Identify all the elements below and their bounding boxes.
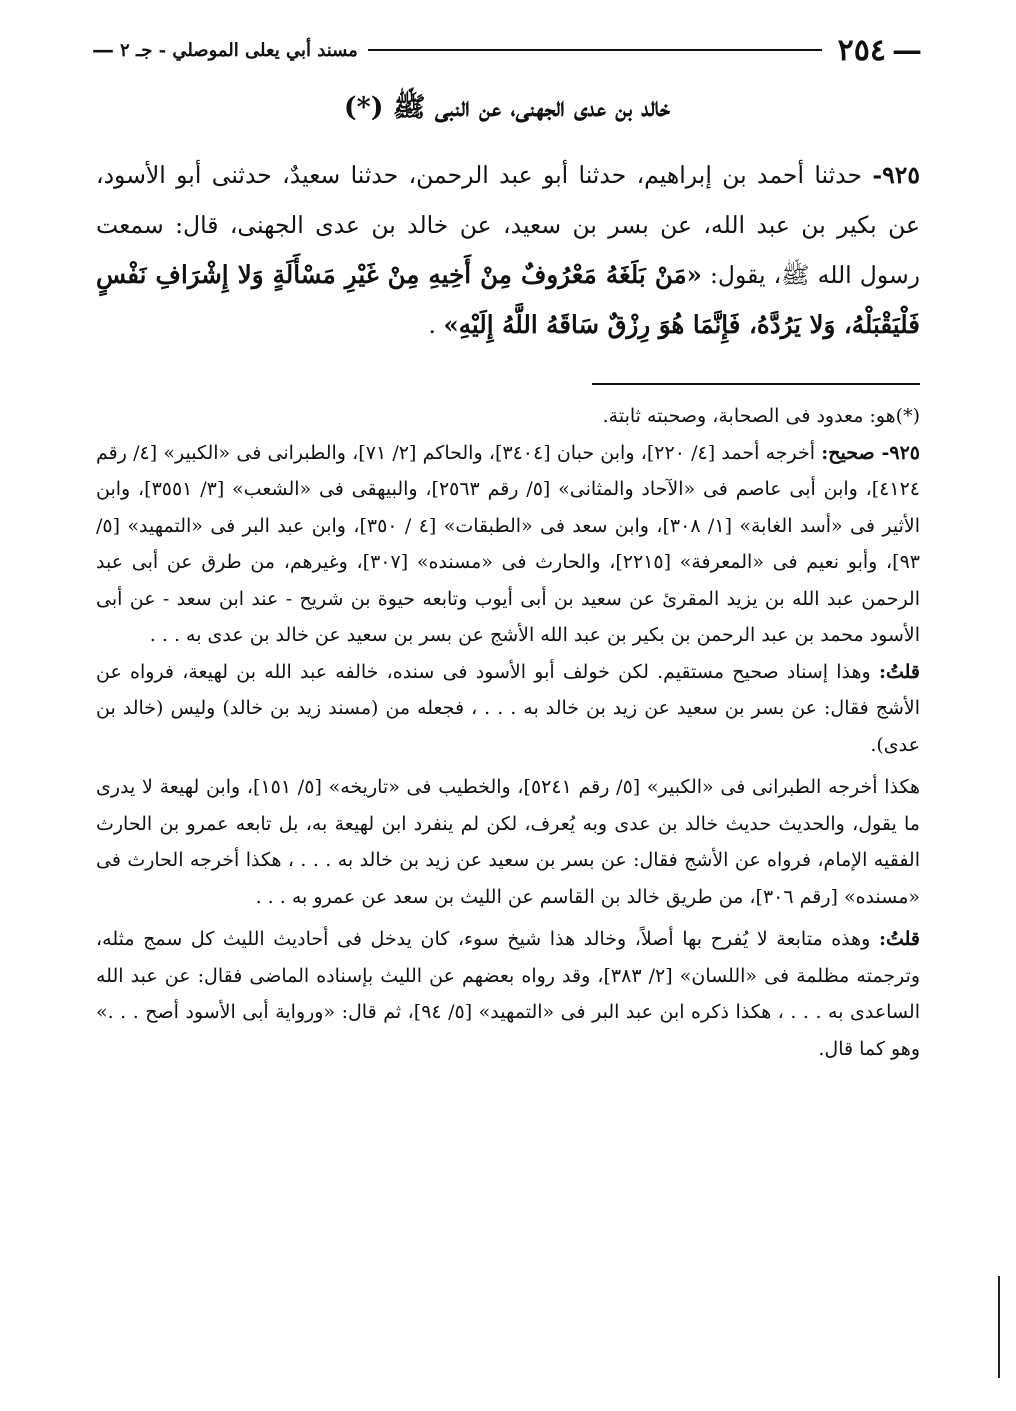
hadith-isnad: حدثنا أحمد بن إبراهيم، حدثنا أبو عبد الرحمن، حدثنا سعيدٌ، حدثنى أبو الأسود، عن بكير بن عبد الله، عن بسر بن سعيد، عن خالد بن عدى الجهنى، قال: سمعت رسول الله ﷺ، يقول: bbox=[96, 161, 921, 289]
chapter-title: خالد بن عدى الجهنى، عن النبى ﷺ (*) bbox=[343, 92, 671, 123]
page-header bbox=[92, 28, 922, 72]
hadith-end: . bbox=[428, 311, 436, 339]
header-rule bbox=[368, 49, 822, 51]
hadith-text bbox=[96, 150, 920, 350]
comment-paragraph-2 bbox=[96, 921, 920, 1067]
running-title: مسند أبي يعلى الموصلي - جـ ٢ bbox=[120, 39, 358, 61]
page-number: ٢٥٤ bbox=[837, 32, 886, 68]
takhrij-paragraph bbox=[96, 435, 920, 654]
margin-mark bbox=[998, 1276, 1000, 1378]
takhrij-text: أخرجه أحمد [٤/ ٢٢٠]، وابن حبان [٣٤٠٤]، والحاكم [٢/ ٧١]، والطبرانى فى «الكبير» [٤/ رقم ٤١٢٤]، وابن أبى عاصم فى «الآحاد والمثانى» [٥/ رقم ٢٥٦٣]، والبيهقى فى «الشعب» [٣/ ٣٥٥١]، وابن الأثير فى «أسد الغابة» [١/ ٣٠٨]، وابن سعد فى «الطبقات» [٤ / ٣٥٠]، وابن عبد البر فى «التمهيد» [٥/ ٩٣]، وأبو نعيم فى «المعرفة» [٢٢١٥]، والحارث فى «مسنده» [٣٠٧]، وغيرهم، من طرق عن أبى عبد الرحمن عبد الله بن يزيد المقرئ عن سعيد بن أبى أيوب وتابعه حيوة بن شريح - عند ابن سعد - عن أبى الأسود محمد بن عبد الرحمن بن بكير بن عبد الله الأشج عن بسر بن سعيد عن خالد بن عدى به . . . bbox=[96, 441, 920, 646]
comment-paragraph-1 bbox=[96, 654, 920, 764]
takhrij-label: ٩٢٥- صحيح: bbox=[821, 441, 920, 464]
header-dash-end: — bbox=[92, 37, 114, 63]
qult-label-1: قلتُ: bbox=[878, 660, 920, 683]
footnotes bbox=[96, 398, 920, 1067]
hakadha-paragraph: هكذا أخرجه الطبرانى فى «الكبير» [٥/ رقم ٥٢٤١]، والخطيب فى «تاريخه» [٥/ ١٥١]، وابن لهيعة لا يدرى ما يقول، والحديث حديث خالد بن عدى وبه يُعرف، لكن لم ينفرد ابن لهيعة به، بل تابعه عمرو بن الحارث الفقيه الإمام، فرواه عن الأشج فقال: عن بسر بن سعيد عن زيد بن خالد به . . . ، هكذا أخرجه الحارث فى «مسنده» [رقم ٣٠٦]، من طريق خالد بن القاسم عن الليث بن سعد عن عمرو به . . . bbox=[96, 776, 920, 908]
hadith-number: ٩٢٥- bbox=[872, 161, 920, 189]
comment-text-1: وهذا إسناد صحيح مستقيم. لكن خولف أبو الأسود فى سنده، خالفه عبد الله بن لهيعة، فرواه عن الأشج فقال: عن بسر بن سعيد عن زيد بن خالد به . . . ، فجعله من (مسند زيد بن خالد) وليس (خالد بن عدى). bbox=[96, 660, 920, 756]
footnote-divider bbox=[592, 383, 920, 385]
hadith-matn: «مَنْ بَلَغَهُ مَعْرُوفٌ مِنْ أَخِيهِ مِنْ غَيْرِ مَسْأَلَةٍ وَلا إِشْرَافِ نَفْسٍ فَلْيَقْبَلْهُ، وَلا يَرُدَّهُ، فَإِنَّمَا هُوَ رِزْقٌ سَاقَهُ اللَّهُ إِلَيْهِ» bbox=[96, 260, 920, 339]
header-dash: — bbox=[892, 32, 922, 68]
footnote-companion: (*)هو: معدود فى الصحابة، وصحبته ثابتة. bbox=[602, 405, 920, 427]
qult-label-2: قلتُ: bbox=[878, 928, 920, 950]
comment-text-2: وهذه متابعة لا يُفرح بها أصلاً، وخالد هذا شيخ سوء، كان يدخل فى أحاديث الليث كل سمج مثله، وترجمته مظلمة فى «اللسان» [٢/ ٣٨٣]، وقد رواه بعضهم عن الليث بإسناده الماضى فقال: عن عبد الله الساعدى به . . . ، هكذا ذكره ابن عبد البر فى «التمهيد» [٥/ ٩٤]، ثم قال: «ورواية أبى الأسود أصح . . .» وهو كما قال. bbox=[96, 928, 921, 1060]
